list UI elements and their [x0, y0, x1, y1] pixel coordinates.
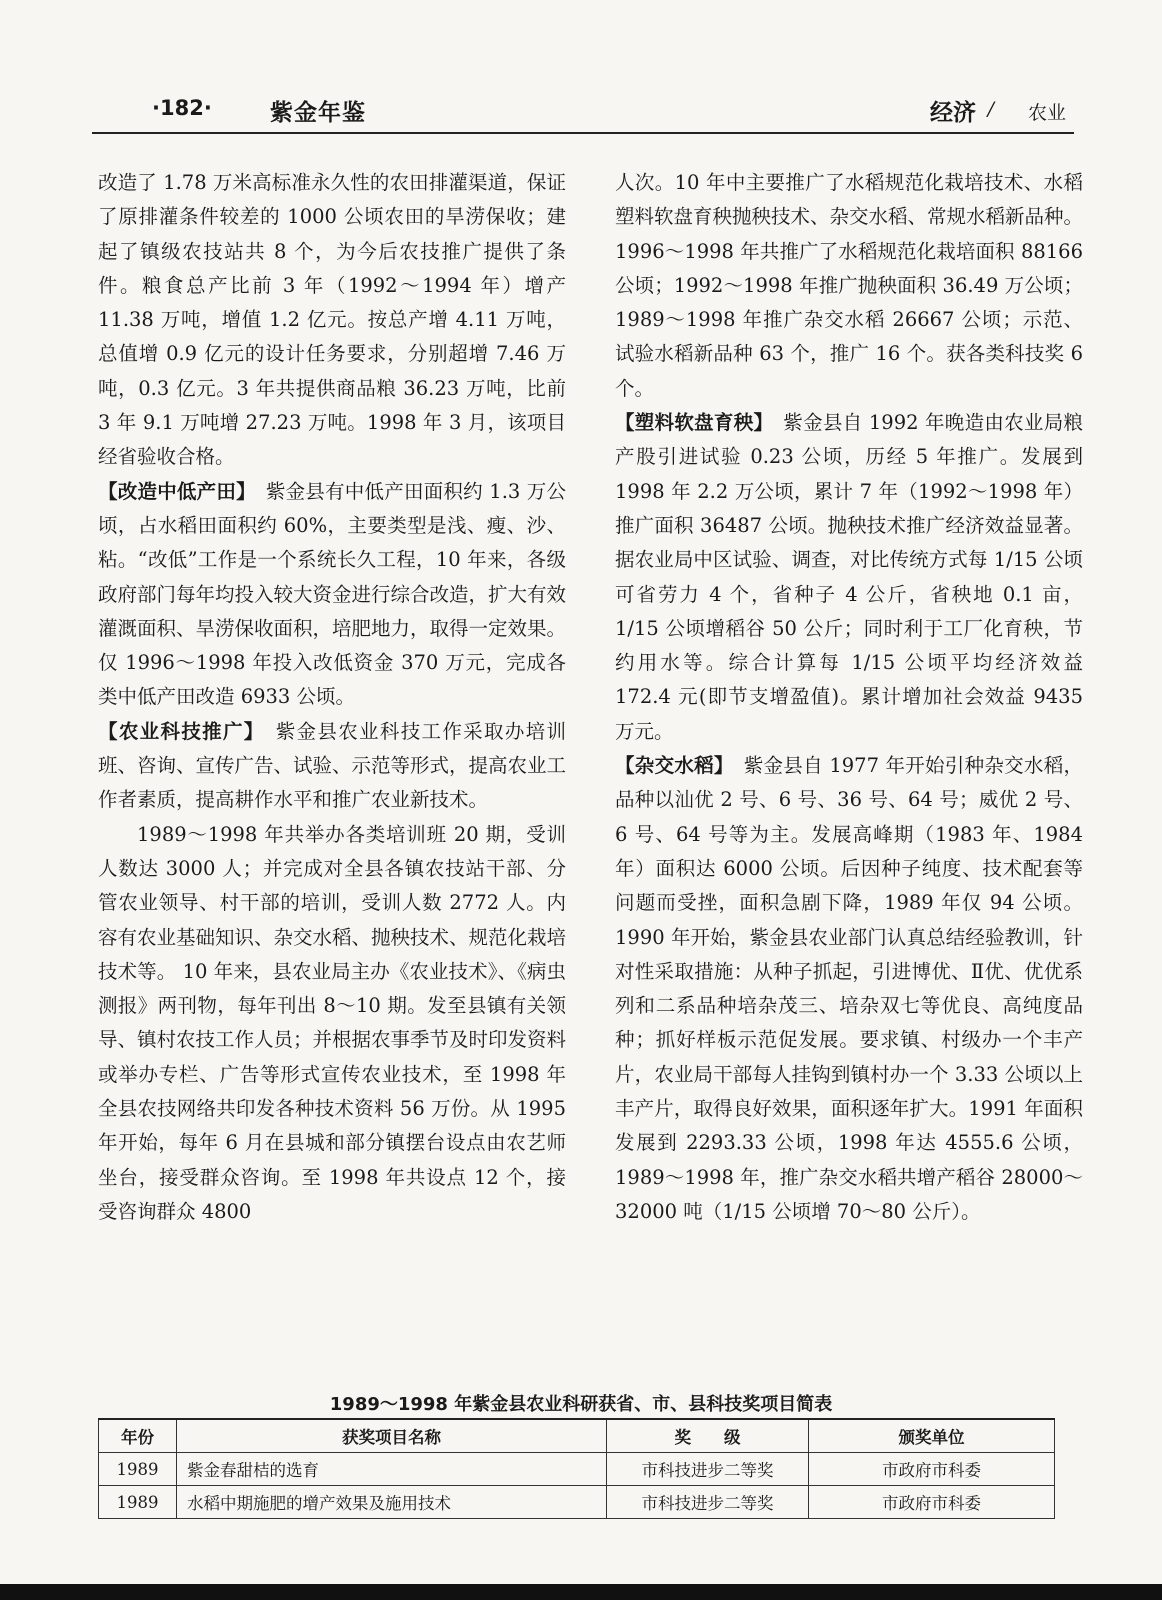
paragraph: [98, 475, 566, 715]
section-title: 经济: [930, 100, 976, 126]
table-row: [99, 1453, 1055, 1486]
right-column: [615, 166, 1083, 1229]
cell-issuer: 市政府市科委: [809, 1486, 1055, 1519]
section-separator: /: [987, 98, 994, 120]
table-title: 1989～1998 年紫金县农业科研获省、市、县科技奖项目简表: [329, 1394, 833, 1415]
paragraph-text: 人次。10 年中主要推广了水稻规范化栽培技术、水稻塑料软盘育秧抛秧技术、杂交水稻、常规水稻新品种。1996～1998 年共推广了水稻规范化栽培面积 88166 公顷；1992～1998 年推广抛秧面积 36.49 万公顷；1989～1998 年推广杂交水稻 26667 公顷；示范、试验水稻新品种 63 个，推广 16 个。获各类科技奖 6 个。: [615, 171, 1084, 400]
cell-project: 紫金春甜桔的选育: [177, 1453, 607, 1486]
paragraph-text: 紫金县自 1977 年开始引种杂交水稻，品种以汕优 2 号、6 号、36 号、64 号；威优 2 号、6 号、64 号等为主。发展高峰期（1983 年、1984 年）面积达 6000 公顷。后因种子纯度、技术配套等问题而受挫，面积急剧下降，1989 年仅 94 公顷。1990 年开始，紫金县农业部门认真总结经验教训，针对性采取措施：从种子抓起，引进博优、Ⅱ优、优优系列和二系品种培杂茂三、培杂双七等优良、高纯度品种；抓好样板示范促发展。要求镇、村级办一个丰产片，农业局干部每人挂钩到镇村办一个 3.33 公顷以上丰产片，取得良好效果，面积逐年扩大。1991 年面积发展到 2293.33 公顷，1998 年达 4555.6 公顷，1989～1998 年，推广杂交水稻共增产稻谷 28000～32000 吨（1/15 公顷增 70～80 公斤）。: [615, 754, 1083, 1223]
cell-award-level: 市科技进步二等奖: [607, 1486, 809, 1519]
paragraph: [615, 749, 1083, 1229]
paragraph-text: 紫金县自 1992 年晚造由农业局粮产股引进试验 0.23 公顷，历经 5 年推广。发展到 1998 年 2.2 万公顷，累计 7 年（1992～1998 年）推广面积 36487 公顷。抛秧技术推广经济效益显著。据农业局中区试验、调查，对比传统方式每 1/15 公顷可省劳力 4 个，省种子 4 公斤，省秧地 0.1 亩，1/15 公顷增稻谷 50 公斤；同时利于工厂化育秧，节约用水等。综合计算每 1/15 公顷平均经济效益 172.4 元(即节支增盈值)。累计增加社会效益 9435 万元。: [615, 411, 1083, 743]
cell-award-level: 市科技进步二等奖: [607, 1453, 809, 1486]
paragraph: [615, 406, 1083, 749]
header-year: 年份: [99, 1419, 177, 1453]
cell-project: 水稻中期施肥的增产效果及施用技术: [177, 1486, 607, 1519]
section-heading: 【杂交水稻】: [615, 754, 724, 778]
header-project: 获奖项目名称: [177, 1419, 607, 1453]
section-heading: 【塑料软盘育秧】: [615, 411, 764, 435]
header-issuer: 颁奖单位: [809, 1419, 1055, 1453]
paragraph: [98, 166, 566, 475]
paragraph-text: 紫金县农业科技工作采取办培训班、咨询、宣传广告、试验、示范等形式，提高农业工作者素质，提高耕作水平和推广农业新技术。: [98, 719, 567, 812]
table-header-row: [99, 1419, 1055, 1453]
paragraph: [615, 166, 1083, 406]
section-heading: 【农业科技推广】: [98, 719, 255, 743]
section-heading: 【改造中低产田】: [98, 479, 247, 503]
left-column: [98, 166, 566, 1229]
subsection-title: 农业: [1027, 102, 1066, 124]
page-header: [92, 92, 1074, 134]
page-number: ·182·: [152, 96, 212, 120]
paragraph: [98, 818, 566, 1230]
cell-year: 1989: [99, 1486, 177, 1519]
paragraph: [98, 715, 566, 818]
cell-issuer: 市政府市科委: [809, 1453, 1055, 1486]
paragraph-text: 1989～1998 年共举办各类培训班 20 期，受训人数达 3000 人；并完成对全县各镇农技站干部、分管农业领导、村干部的培训，受训人数 2772 人。内容有农业基础知识、杂交水稻、抛秧技术、规范化栽培技术等。 10 年来，县农业局主办《农业技术》、《病虫测报》两刊物，每年刊出 8～10 期。发至县镇有关领导、镇村农技工作人员；并根据农事季节及时印发资料或举办专栏、广告等形式宣传农业技术，至 1998 年全县农技网络共印发各种技术资料 56 万份。从 1995 年开始，每年 6 月在县城和部分镇摆台设点由农艺师坐台，接受群众咨询。至 1998 年共设点 12 个，接受咨询群众 4800: [98, 822, 567, 1223]
scan-edge-shadow: [0, 1584, 1162, 1600]
paragraph-text: 紫金县有中低产田面积约 1.3 万公顷，占水稻田面积约 60%，主要类型是浅、瘦、沙、粘。“改低”工作是一个系统长久工程，10 年来，各级政府部门每年均投入较大资金进行综合改造，扩大有效灌溉面积、旱涝保收面积，培肥地力，取得一定效果。仅 1996～1998 年投入改低资金 370 万元，完成各类中低产田改造 6933 公顷。: [98, 479, 567, 709]
table-row: [99, 1486, 1055, 1519]
paragraph-text: 改造了 1.78 万米高标准永久性的农田排灌渠道，保证了原排灌条件较差的 1000 公顷农田的旱涝保收；建起了镇级农技站共 8 个，为今后农技推广提供了条件。粮食总产比前 3 年（1992～1994 年）增产 11.38 万吨，增值 1.2 亿元。按总产增 4.11 万吨，总值增 0.9 亿元的设计任务要求，分别超增 7.46 万吨，0.3 亿元。3 年共提供商品粮 36.23 万吨，比前 3 年 9.1 万吨增 27.23 万吨。1998 年 3 月，该项目经省验收合格。: [98, 171, 566, 469]
header-award-level: 奖 级: [607, 1419, 809, 1453]
awards-table: [98, 1418, 1055, 1519]
cell-year: 1989: [99, 1453, 177, 1486]
book-title: 紫金年鉴: [270, 100, 366, 126]
